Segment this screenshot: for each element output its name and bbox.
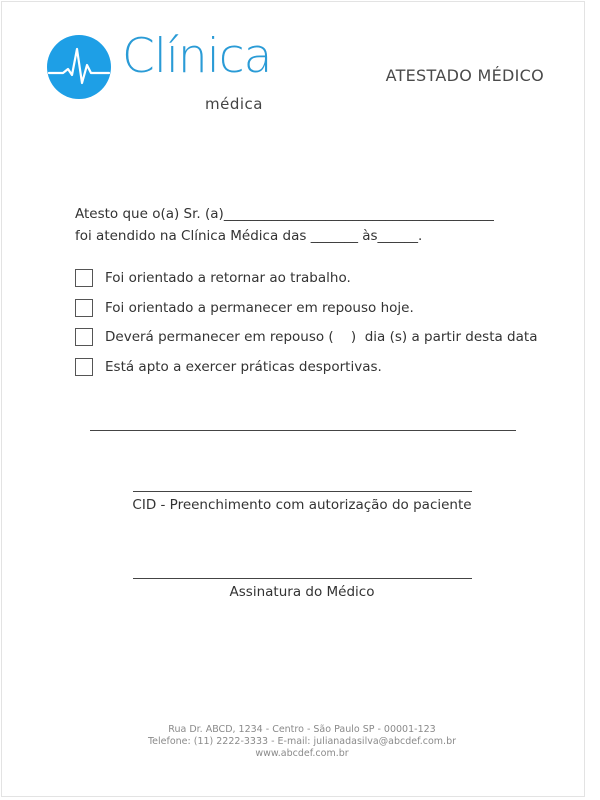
statement-text xyxy=(75,203,494,247)
checkbox[interactable] xyxy=(75,328,93,346)
footer-website: www.abcdef.com.br xyxy=(255,748,349,759)
footer-address: Rua Dr. ABCD, 1234 - Centro - São Paulo SP - 00001-123 xyxy=(168,724,436,735)
cid-signature-line xyxy=(133,491,472,492)
option-rest-days xyxy=(75,327,537,347)
statement-line-time: foi atendido na Clínica Médica das _______ às______. xyxy=(75,228,423,244)
option-fit-sports xyxy=(75,357,537,377)
clinic-logo xyxy=(47,29,277,115)
checkbox[interactable] xyxy=(75,269,93,287)
options-list xyxy=(75,268,537,386)
doctor-signature-line xyxy=(133,578,472,579)
heartbeat-icon xyxy=(47,35,111,99)
document-title: ATESTADO MÉDICO xyxy=(385,66,544,85)
certificate-page xyxy=(1,1,585,797)
checkbox[interactable] xyxy=(75,358,93,376)
cid-label: CID - Preenchimento com autorização do paciente xyxy=(132,497,472,513)
option-label: Foi orientado a retornar ao trabalho. xyxy=(105,270,351,286)
checkbox[interactable] xyxy=(75,299,93,317)
option-label: Está apto a exercer práticas desportivas. xyxy=(105,358,382,375)
logo-subtitle: médica xyxy=(205,95,263,113)
option-rest-today xyxy=(75,298,537,318)
footer-contact-info: Telefone: (11) 2222-3333 - E-mail: julianadasilva@abcdef.com.br xyxy=(147,736,457,747)
footer-contact xyxy=(2,724,600,760)
notes-line xyxy=(90,430,516,431)
option-label: Deverá permanecer em repouso ( ) dia (s) a partir desta data xyxy=(105,329,538,345)
logo-name: Clínica xyxy=(122,29,272,84)
option-label: Foi orientado a permanecer em repouso hoje. xyxy=(105,299,414,316)
statement-line-patient: Atesto que o(a) Sr. (a)________________________________________ xyxy=(75,206,494,222)
doctor-signature-label: Assinatura do Médico xyxy=(229,584,375,600)
option-return-work xyxy=(75,268,537,288)
